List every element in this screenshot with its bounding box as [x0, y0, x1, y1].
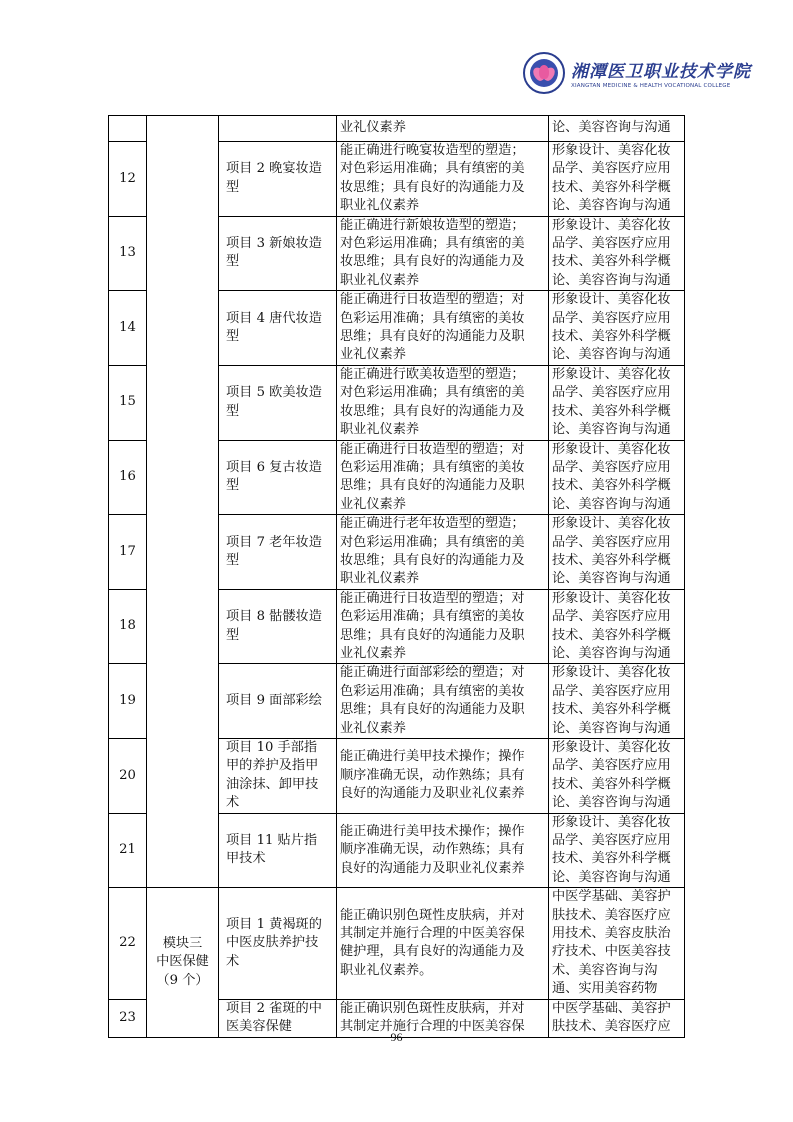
school-name-en: XIANGTAN MEDICINE & HEALTH VOCATIONAL COLLEGE: [571, 83, 731, 89]
row-number-cell: 22: [109, 888, 147, 999]
table-row: [109, 888, 685, 999]
project-cell: [219, 116, 337, 142]
courses-cell: 形象设计、美容化妆 品学、美容医疗应用 技术、美容外科学概 论、美容咨询与沟通: [549, 813, 685, 888]
row-number-cell: 13: [109, 216, 147, 291]
courses-cell: 形象设计、美容化妆 品学、美容医疗应用 技术、美容外科学概 论、美容咨询与沟通: [549, 589, 685, 664]
project-cell: 项目 6 复古妆造 型: [219, 440, 337, 515]
courses-cell: 形象设计、美容化妆 品学、美容医疗应用 技术、美容外科学概 论、美容咨询与沟通: [549, 664, 685, 739]
requirement-cell: 能正确进行美甲技术操作；操作 顺序准确无误，动作熟练；具有 良好的沟通能力及职业礼仪素养: [337, 739, 549, 814]
row-number-cell: 18: [109, 589, 147, 664]
courses-cell: 形象设计、美容化妆 品学、美容医疗应用 技术、美容外科学概 论、美容咨询与沟通: [549, 515, 685, 590]
row-number-cell: 17: [109, 515, 147, 590]
requirement-cell: 能正确进行欧美妆造型的塑造； 对色彩运用准确；具有缜密的美 妆思维；具有良好的沟通能力及 职业礼仪素养: [337, 365, 549, 440]
school-logo: [523, 52, 751, 94]
row-number-cell: 15: [109, 365, 147, 440]
curriculum-table: [108, 115, 685, 1038]
requirement-cell: 能正确识别色斑性皮肤病，并对 其制定并施行合理的中医美容保 健护理，具有良好的沟通能力及 职业礼仪素养。: [337, 888, 549, 999]
project-cell: 项目 4 唐代妆造 型: [219, 291, 337, 366]
courses-cell: 形象设计、美容化妆 品学、美容医疗应用 技术、美容外科学概 论、美容咨询与沟通: [549, 216, 685, 291]
row-number-cell: 21: [109, 813, 147, 888]
courses-cell: 形象设计、美容化妆 品学、美容医疗应用 技术、美容外科学概 论、美容咨询与沟通: [549, 142, 685, 217]
requirement-cell: 能正确进行日妆造型的塑造；对 色彩运用准确；具有缜密的美妆 思维；具有良好的沟通能力及职 业礼仪素养: [337, 589, 549, 664]
module-cell: 模块三 中医保健 （9 个）: [147, 888, 219, 1037]
requirement-cell: 能正确进行晚宴妆造型的塑造； 对色彩运用准确；具有缜密的美 妆思维；具有良好的沟通能力及 职业礼仪素养: [337, 142, 549, 217]
row-number-cell: 12: [109, 142, 147, 217]
row-number-cell: 14: [109, 291, 147, 366]
requirement-cell: 能正确进行美甲技术操作；操作 顺序准确无误，动作熟练；具有 良好的沟通能力及职业礼仪素养: [337, 813, 549, 888]
row-number-cell: 16: [109, 440, 147, 515]
project-cell: 项目 2 雀斑的中 医美容保健: [219, 999, 337, 1037]
courses-cell: 形象设计、美容化妆 品学、美容医疗应用 技术、美容外科学概 论、美容咨询与沟通: [549, 739, 685, 814]
row-number-cell: [109, 116, 147, 142]
project-cell: 项目 9 面部彩绘: [219, 664, 337, 739]
courses-cell: 形象设计、美容化妆 品学、美容医疗应用 技术、美容外科学概 论、美容咨询与沟通: [549, 440, 685, 515]
row-number-cell: 20: [109, 739, 147, 814]
module-cell: [147, 116, 219, 888]
school-seal-icon: [523, 52, 565, 94]
requirement-cell: 能正确进行老年妆造型的塑造； 对色彩运用准确；具有缜密的美 妆思维；具有良好的沟通能力及 职业礼仪素养: [337, 515, 549, 590]
requirement-cell: 业礼仪素养: [337, 116, 549, 142]
courses-cell: 形象设计、美容化妆 品学、美容医疗应用 技术、美容外科学概 论、美容咨询与沟通: [549, 365, 685, 440]
courses-cell: 形象设计、美容化妆 品学、美容医疗应用 技术、美容外科学概 论、美容咨询与沟通: [549, 291, 685, 366]
courses-cell: 中医学基础、美容护 肤技术、美容医疗应: [549, 999, 685, 1037]
courses-cell: 论、美容咨询与沟通: [549, 116, 685, 142]
requirement-cell: 能正确进行日妆造型的塑造；对 色彩运用准确；具有缜密的美妆 思维；具有良好的沟通能力及职 业礼仪素养: [337, 440, 549, 515]
table-row: [109, 116, 685, 142]
page-number: 96: [390, 1030, 403, 1044]
project-cell: 项目 1 黄褐斑的 中医皮肤养护技 术: [219, 888, 337, 999]
project-cell: 项目 11 贴片指 甲技术: [219, 813, 337, 888]
row-number-cell: 19: [109, 664, 147, 739]
project-cell: 项目 2 晚宴妆造 型: [219, 142, 337, 217]
project-cell: 项目 8 骷髅妆造 型: [219, 589, 337, 664]
requirement-cell: 能正确识别色斑性皮肤病，并对 其制定并施行合理的中医美容保: [337, 999, 549, 1037]
project-cell: 项目 5 欧美妆造 型: [219, 365, 337, 440]
project-cell: 项目 10 手部指 甲的养护及指甲 油涂抹、卸甲技 术: [219, 739, 337, 814]
project-cell: 项目 7 老年妆造 型: [219, 515, 337, 590]
school-name-cn: 湘潭医卫职业技术学院: [571, 62, 751, 82]
requirement-cell: 能正确进行日妆造型的塑造；对 色彩运用准确；具有缜密的美妆 思维；具有良好的沟通能力及职 业礼仪素养: [337, 291, 549, 366]
row-number-cell: 23: [109, 999, 147, 1037]
requirement-cell: 能正确进行面部彩绘的塑造；对 色彩运用准确；具有缜密的美妆 思维；具有良好的沟通能力及职 业礼仪素养: [337, 664, 549, 739]
school-logo-text: [571, 57, 751, 89]
project-cell: 项目 3 新娘妆造 型: [219, 216, 337, 291]
requirement-cell: 能正确进行新娘妆造型的塑造； 对色彩运用准确；具有缜密的美 妆思维；具有良好的沟通能力及 职业礼仪素养: [337, 216, 549, 291]
courses-cell: 中医学基础、美容护 肤技术、美容医疗应 用技术、美容皮肤治 疗技术、中医美容技 术、美容咨询与沟 通、实用美容药物: [549, 888, 685, 999]
